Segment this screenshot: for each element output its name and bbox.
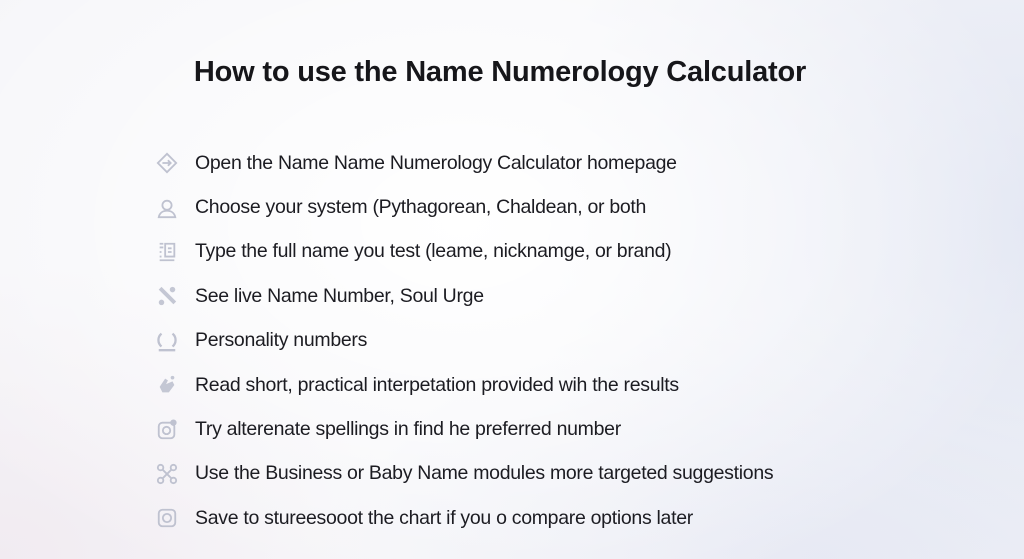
tools-icon xyxy=(155,284,179,308)
list-item xyxy=(155,230,773,274)
step-text: Read short, practical interpetation provided wih the results xyxy=(195,373,679,396)
hand-icon xyxy=(155,373,179,397)
step-text: Type the full name you test (leame, nicknamge, or brand) xyxy=(195,240,672,263)
list-item xyxy=(155,185,773,229)
step-text: Try alterenate spellings in find he preferred number xyxy=(195,418,621,441)
step-text: See live Name Number, Soul Urge xyxy=(195,284,484,307)
list-item xyxy=(155,141,773,185)
document-icon xyxy=(155,240,179,264)
steps-list xyxy=(155,141,773,541)
step-text: Use the Business or Baby Name modules more targeted suggestions xyxy=(195,462,774,485)
camera-icon xyxy=(155,418,179,442)
step-text: Personality numbers xyxy=(195,329,368,352)
list-item xyxy=(155,407,773,451)
arrow-circle-icon xyxy=(155,151,179,175)
step-text: Save to stureesooot the chart if you o compare options later xyxy=(195,506,693,529)
link-icon xyxy=(155,462,179,486)
page-title: How to use the Name Numerology Calculator xyxy=(193,56,807,88)
step-text: Open the Name Name Numerology Calculator homepage xyxy=(195,151,677,174)
list-item xyxy=(155,274,773,318)
step-text: Choose your system (Pythagorean, Chaldean, or both xyxy=(195,196,647,219)
user-icon xyxy=(155,196,179,220)
person-badge-icon xyxy=(155,329,179,353)
list-item xyxy=(155,319,773,363)
list-item xyxy=(155,363,773,407)
save-icon xyxy=(155,506,179,530)
list-item xyxy=(155,452,773,496)
list-item xyxy=(155,496,773,540)
